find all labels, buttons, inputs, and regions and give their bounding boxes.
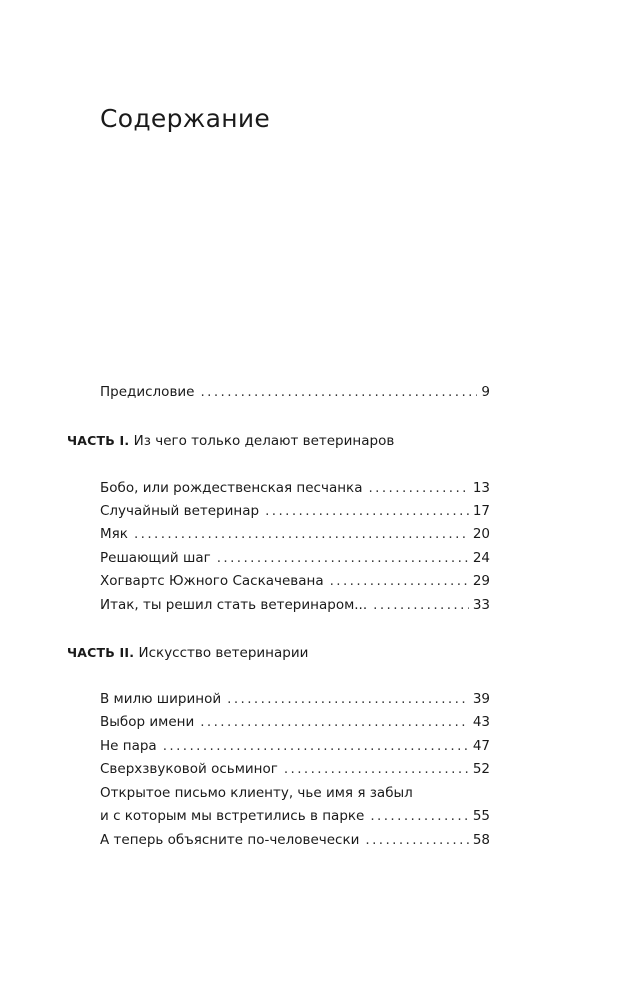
toc-entry — [100, 738, 490, 760]
part-title: Искусство ветеринарии — [138, 645, 309, 661]
part-title: Из чего только делают ветеринаров — [133, 433, 395, 449]
toc-entry-page: 29 — [472, 573, 490, 589]
toc-entry — [100, 480, 490, 502]
toc-leader-dots — [200, 714, 469, 730]
toc-entry-title: Случайный ветеринар — [100, 503, 260, 519]
toc-entry-title: Мяк — [100, 526, 128, 542]
toc-leader-dots — [370, 808, 468, 824]
toc-entry-title: Хогвартс Южного Саскачевана — [100, 573, 324, 589]
toc-entry-title: Решающий шаг — [100, 550, 211, 566]
toc-entry — [100, 761, 490, 783]
toc-entry-page: 55 — [472, 808, 490, 824]
toc-leader-dots — [373, 597, 469, 613]
part-label: ЧАСТЬ II. — [67, 645, 135, 660]
toc-entry-preface — [100, 384, 490, 406]
toc-entry — [100, 573, 490, 595]
toc-leader-dots — [227, 691, 469, 707]
toc-entry-title-line1: Открытое письмо клиенту, чье имя я забыл — [100, 785, 413, 801]
toc-entry-title: Не пара — [100, 738, 157, 754]
toc-entry-page: 47 — [472, 738, 490, 754]
toc-entry — [100, 550, 490, 572]
part-heading-2 — [67, 645, 308, 661]
toc-entry — [100, 691, 490, 713]
toc-entry-page: 43 — [472, 714, 490, 730]
toc-entry-page: 58 — [472, 832, 490, 848]
toc-entry-title: Предисловие — [100, 384, 195, 400]
page-title: Содержание — [100, 104, 271, 133]
toc-entry-page: 20 — [472, 526, 490, 542]
toc-entry-page: 13 — [472, 480, 490, 496]
toc-entry-page: 39 — [472, 691, 490, 707]
toc-leader-dots — [365, 832, 468, 848]
toc-entry — [100, 597, 490, 619]
toc-leader-dots — [163, 738, 469, 754]
toc-leader-dots — [368, 480, 468, 496]
toc-entry-page: 24 — [472, 550, 490, 566]
toc-entry — [100, 808, 490, 830]
part-heading-1 — [67, 433, 394, 449]
toc-entry — [100, 714, 490, 736]
toc-leader-dots — [284, 761, 469, 777]
toc-entry-title: Бобо, или рождественская песчанка — [100, 480, 363, 496]
toc-entry-page: 9 — [481, 384, 490, 400]
toc-entry-page: 17 — [472, 503, 490, 519]
part-label: ЧАСТЬ I. — [67, 433, 130, 448]
toc-entry — [100, 503, 490, 525]
toc-entry-title: А теперь объясните по-человечески — [100, 832, 360, 848]
toc-entry-title: Сверхзвуковой осьминог — [100, 761, 278, 777]
toc-entry-title: В милю шириной — [100, 691, 222, 707]
toc-leader-dots — [217, 550, 469, 566]
toc-entry-title-line2: и с которым мы встретились в парке — [100, 808, 365, 824]
toc-leader-dots — [134, 526, 469, 542]
toc-entry-title: Итак, ты решил стать ветеринаром... — [100, 597, 368, 613]
toc-leader-dots — [330, 573, 469, 589]
toc-entry — [100, 526, 490, 548]
toc-entry-page: 52 — [472, 761, 490, 777]
toc-entry-page: 33 — [472, 597, 490, 613]
toc-entry — [100, 832, 490, 854]
toc-leader-dots — [265, 503, 469, 519]
toc-leader-dots — [200, 384, 477, 400]
toc-entry-title: Выбор имени — [100, 714, 195, 730]
